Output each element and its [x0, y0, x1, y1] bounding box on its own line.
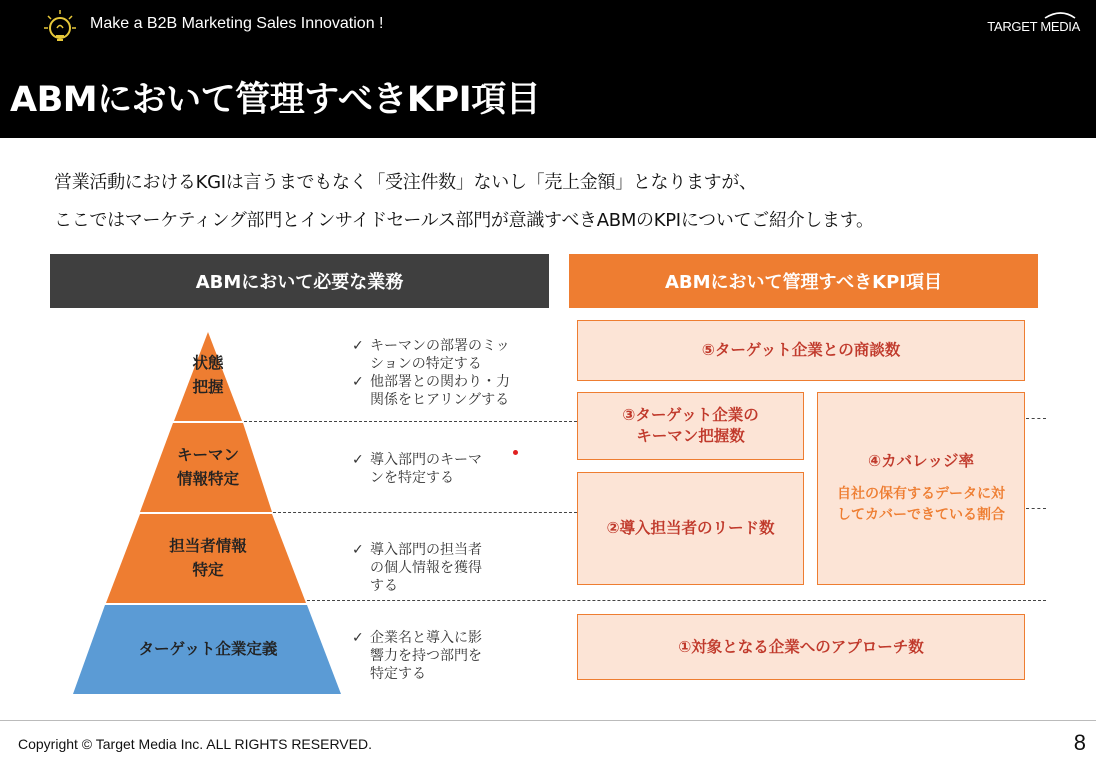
checklist-1: [352, 337, 510, 409]
pyramid-label-2: キーマン 情報特定: [176, 446, 239, 488]
check-item: ✓ 他部署との関わり・力 関係をヒアリングする: [352, 374, 510, 408]
check-icon: ✓: [352, 542, 364, 558]
page-title: ABMにおいて管理すべきKPI項目: [10, 80, 541, 120]
kpi-box-3: ③ターゲット企業の キーマン把握数: [577, 392, 804, 460]
red-dot: [513, 450, 518, 455]
kpi-box-4: ④カバレッジ率 自社の保有するデータに対 してカバーできている割合: [817, 392, 1025, 585]
pyramid-label-4: ターゲット企業定義: [138, 640, 278, 658]
copyright: Copyright © Target Media Inc. ALL RIGHTS RESERVED.: [18, 736, 372, 752]
left-column-header: ABMにおいて必要な業務: [50, 254, 549, 308]
divider-2a: [273, 512, 577, 513]
check-item: ✓ 導入部門の担当者 の個人情報を獲得 する: [352, 542, 482, 594]
check-icon: ✓: [352, 374, 364, 390]
right-column-header: ABMにおいて管理すべきKPI項目: [569, 254, 1038, 308]
page-number: 8: [1073, 730, 1086, 755]
kpi-box-5: ⑤ターゲット企業との商談数: [577, 320, 1025, 381]
divider-2b: [1026, 508, 1046, 509]
check-item: ✓ 企業名と導入に影 響力を持つ部門を 特定する: [352, 630, 482, 682]
check-icon: ✓: [352, 630, 364, 646]
divider-1b: [1026, 418, 1046, 419]
checklist-4: [352, 629, 482, 683]
tagline: Make a B2B Marketing Sales Innovation !: [90, 15, 384, 32]
check-icon: ✓: [352, 338, 364, 354]
footer-divider: [0, 720, 1096, 721]
pyramid-label-3: 担当者情報 特定: [169, 537, 247, 579]
divider-1a: [244, 421, 577, 422]
kpi-box-1: ①対象となる企業へのアプローチ数: [577, 614, 1025, 680]
intro-line-1: 営業活動におけるKGIは言うまでもなく「受注件数」ないし「売上金額」となりますが、: [54, 172, 757, 193]
intro-line-2: ここではマーケティング部門とインサイドセールス部門が意識すべきABMのKPIについてご紹介します。: [54, 210, 874, 231]
divider-3: [307, 600, 1046, 601]
check-item: ✓ 導入部門のキーマ ンを特定する: [352, 452, 482, 486]
checklist-2: [352, 451, 482, 487]
pyramid-label-1: 状態 把握: [192, 354, 224, 396]
kpi-box-2: ②導入担当者のリード数: [577, 472, 804, 585]
checklist-3: [352, 541, 482, 595]
check-icon: ✓: [352, 452, 364, 468]
logo-text: TARGET MEDIA: [987, 19, 1080, 34]
check-item: ✓ キーマンの部署のミッ ションの特定する: [352, 338, 510, 372]
